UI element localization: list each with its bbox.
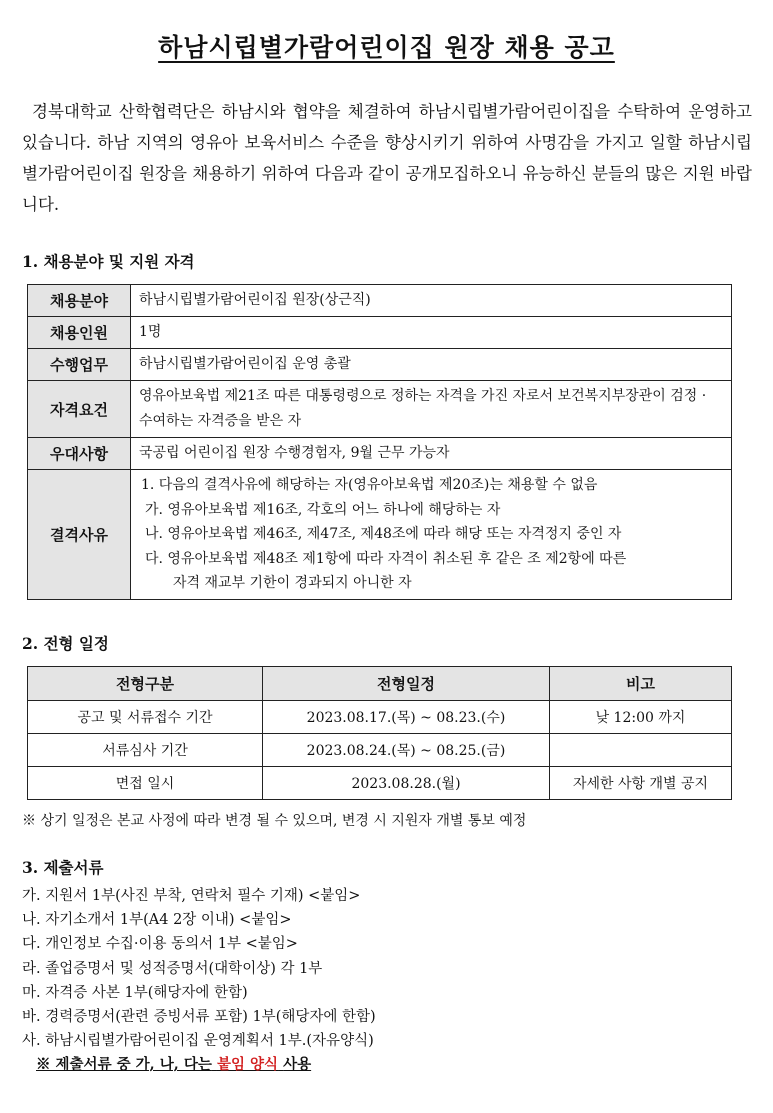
list-item: 라. 졸업증명서 및 성적증명서(대학이상) 각 1부 xyxy=(22,960,323,977)
schedule-date: 2023.08.28.(월) xyxy=(263,767,550,800)
row-label: 채용인원 xyxy=(28,317,131,349)
column-header: 전형일정 xyxy=(263,667,550,701)
row-value: 하남시립별가람어린이집 운영 총괄 xyxy=(131,349,732,381)
table-row xyxy=(28,317,732,349)
disq-line: 다. 영유아보육법 제48조 제1항에 따라 자격이 취소된 후 같은 조 제2항에 따른 xyxy=(145,550,627,567)
final-note-post: 사용 xyxy=(283,1056,312,1074)
column-header: 비고 xyxy=(550,667,732,701)
schedule-stage: 서류심사 기간 xyxy=(28,734,263,767)
row-value: 영유아보육법 제21조 따른 대통령령으로 정하는 자격을 가진 자로서 보건복지부장관이 검정 · 수여하는 자격증을 받은 자 xyxy=(131,381,732,438)
row-label: 채용분야 xyxy=(28,285,131,317)
schedule-note: 자세한 사항 개별 공지 xyxy=(550,767,732,800)
table-row xyxy=(28,734,732,767)
list-item: 다. 개인정보 수집·이용 동의서 1부 <붙임> xyxy=(22,936,298,953)
table-row xyxy=(28,381,732,438)
page-title: 하남시립별가람어린이집 원장 채용 공고 xyxy=(158,33,615,62)
list-item: 마. 자격증 사본 1부(해당자에 한함) xyxy=(22,984,248,1001)
table-row xyxy=(28,438,732,470)
table-row xyxy=(28,701,732,734)
list-item: 사. 하남시립별가람어린이집 운영계획서 1부.(자유양식) xyxy=(22,1033,374,1050)
disq-line: 나. 영유아보육법 제46조, 제47조, 제48조에 따라 해당 또는 자격정지 중인 자 xyxy=(145,526,622,542)
section1-heading: 1. 채용분야 및 지원 자격 xyxy=(22,252,195,271)
disq-line: 자격 재교부 기한이 경과되지 아니한 자 xyxy=(173,575,412,591)
row-value: 하남시립별가람어린이집 원장(상근직) xyxy=(131,285,732,317)
final-note-highlight: 붙임 양식 xyxy=(216,1056,279,1074)
row-label: 자격요건 xyxy=(28,381,131,438)
schedule-date: 2023.08.17.(목) ~ 08.23.(수) xyxy=(263,701,550,734)
final-note-pre: ※ 제출서류 중 가, 나, 다는 xyxy=(36,1056,212,1074)
table-row xyxy=(28,470,732,600)
list-item: 가. 지원서 1부(사진 부착, 연락처 필수 기재) <붙임> xyxy=(22,888,361,904)
column-header: 전형구분 xyxy=(28,667,263,701)
row-label: 수행업무 xyxy=(28,349,131,381)
page-title-wrap xyxy=(0,28,773,64)
row-label: 결격사유 xyxy=(28,470,131,600)
schedule-table xyxy=(27,666,732,800)
disqualification-list xyxy=(131,470,732,600)
table-row xyxy=(28,349,732,381)
document-list xyxy=(22,884,376,1078)
schedule-stage: 면접 일시 xyxy=(28,767,263,800)
qualification-table xyxy=(27,284,732,600)
disq-line: 1. 다음의 결격사유에 해당하는 자(영유아보육법 제20조)는 채용할 수 없음 xyxy=(141,477,598,493)
table-row xyxy=(28,767,732,800)
schedule-stage: 공고 및 서류접수 기간 xyxy=(28,701,263,734)
row-value: 국공립 어린이집 원장 수행경험자, 9월 근무 가능자 xyxy=(131,438,732,470)
disq-line: 가. 영유아보육법 제16조, 각호의 어느 하나에 해당하는 자 xyxy=(145,501,501,518)
schedule-note xyxy=(550,734,732,767)
schedule-note-text: ※ 상기 일정은 본교 사정에 따라 변경 될 수 있으며, 변경 시 지원자 개별 통보 예정 xyxy=(22,813,527,829)
row-value: 1명 xyxy=(131,317,732,349)
table-header-row xyxy=(28,667,732,701)
list-item: 바. 경력증명서(관련 증빙서류 포함) 1부(해당자에 한함) xyxy=(22,1009,376,1026)
section2-heading: 2. 전형 일정 xyxy=(22,634,109,653)
list-item: 나. 자기소개서 1부(A4 2장 이내) <붙임> xyxy=(22,912,292,929)
row-label: 우대사항 xyxy=(28,438,131,470)
section3-heading: 3. 제출서류 xyxy=(22,858,104,877)
schedule-date: 2023.08.24.(목) ~ 08.25.(금) xyxy=(263,734,550,767)
table-row xyxy=(28,285,732,317)
intro-paragraph: 경북대학교 산학협력단은 하남시와 협약을 체결하여 하남시립별가람어린이집을 수탁하여 운영하고 있습니다. 하남 지역의 영유아 보육서비스 수준을 향상시키기 위하여 사명감을 가지고 일할 하남시립별가람어린이집 원장을 채용하기 위하여 다음과 같이 공개모집하오니 유능하신 분들의 많은 지원 바랍니다. xyxy=(22,102,752,214)
final-note xyxy=(22,1053,376,1077)
schedule-note: 낮 12:00 까지 xyxy=(550,701,732,734)
